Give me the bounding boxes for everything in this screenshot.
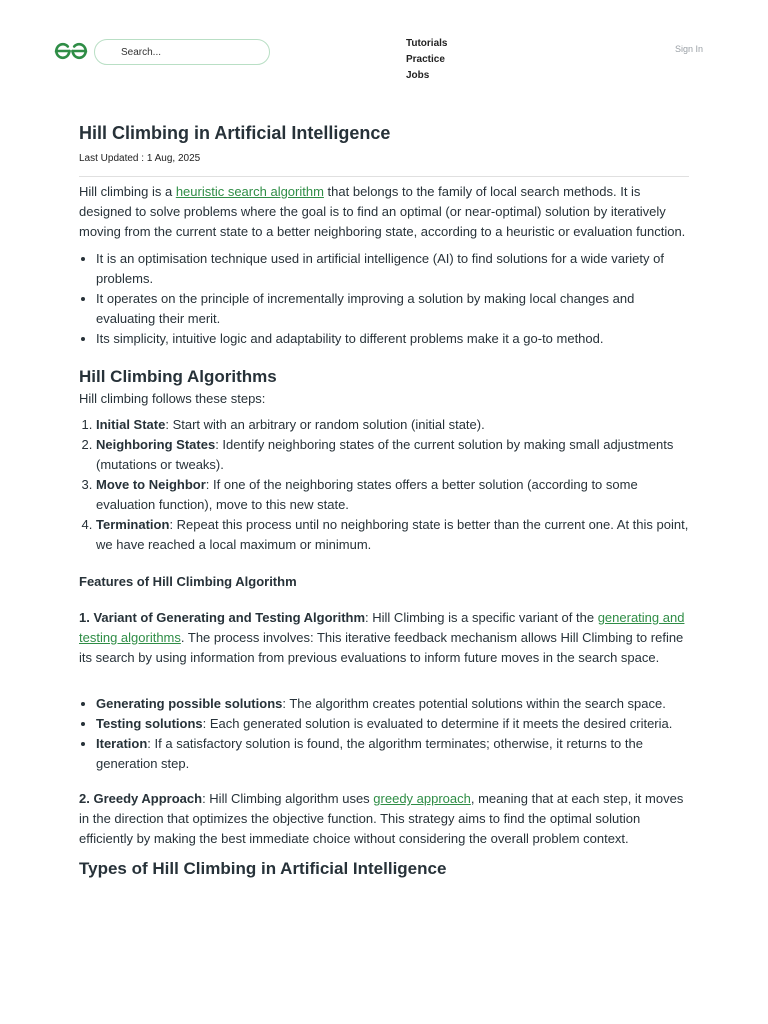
intro-text-a: Hill climbing is a: [79, 184, 176, 199]
feature-1-text-b: . The process involves: This iterative feedback mechanism allows Hill Climbing to refine its search by using information from previous evaluations to inform future moves in the search space.: [79, 630, 684, 665]
article: [79, 120, 689, 881]
feature-1-text-a: : Hill Climbing is a specific variant of the: [365, 610, 598, 625]
features-heading: Features of Hill Climbing Algorithm: [79, 574, 297, 589]
bullet-term: Iteration: [96, 736, 148, 751]
types-heading: Types of Hill Climbing in Artificial Intelligence: [79, 859, 447, 878]
nav-tutorials[interactable]: Tutorials: [406, 38, 448, 49]
list-item: [96, 694, 689, 714]
title-divider: [79, 176, 689, 177]
step-term: Move to Neighbor: [96, 477, 206, 492]
steps-list: [79, 415, 689, 555]
algorithms-heading: Hill Climbing Algorithms: [79, 367, 277, 386]
feature-2-paragraph: [79, 789, 689, 849]
main-nav: [406, 36, 447, 84]
list-item: • Its simplicity, intuitive logic and adaptability to different problems make it a go-to method.: [96, 329, 689, 349]
bullet-text: : If a satisfactory solution is found, the algorithm terminates; otherwise, it returns to the generation step.: [96, 736, 643, 771]
feature-bullets: [79, 694, 689, 774]
feature-2-text-b: , meaning that at each step, it moves in the direction that optimizes the objective function. This strategy aims to find the optimal solution efficiently by making the best immediate choice without considering the overall problem context.: [79, 791, 684, 846]
list-item: [96, 734, 689, 774]
site-header: [0, 0, 768, 100]
list-item: [96, 475, 689, 515]
intro-text-b: that belongs to the family of local search methods. It is designed to solve problems where the goal is to find an optimal (or near-optimal) solution by iteratively moving from the current state to a better neighboring state, according to a heuristic or evaluation function.: [79, 184, 686, 239]
list-item: [96, 714, 689, 734]
sign-in-link[interactable]: Sign In: [675, 44, 704, 54]
list-item: [96, 515, 689, 555]
step-term: Initial State: [96, 417, 166, 432]
step-text: : If one of the neighboring states offers a better solution (according to some evaluation function), move to this new state.: [96, 477, 638, 512]
gfg-logo-icon[interactable]: [53, 41, 89, 61]
intro-paragraph: [79, 182, 689, 242]
bullet-text: : Each generated solution is evaluated to determine if it meets the desired criteria.: [202, 716, 673, 731]
feature-2-text-a: : Hill Climbing algorithm uses: [202, 791, 374, 806]
greedy-approach-link[interactable]: greedy approach: [373, 791, 471, 806]
nav-jobs[interactable]: Jobs: [406, 70, 430, 81]
feature-1-term: 1. Variant of Generating and Testing Algorithm: [79, 610, 366, 625]
search-input[interactable]: [121, 45, 261, 59]
page-title: Hill Climbing in Artificial Intelligence: [79, 123, 391, 143]
step-text: : Start with an arbitrary or random solution (initial state).: [165, 417, 485, 432]
list-item: • It operates on the principle of incrementally improving a solution by making local changes and evaluating their merit.: [96, 289, 689, 329]
feature-1-paragraph: [79, 608, 689, 668]
bullet-term: Generating possible solutions: [96, 696, 283, 711]
step-term: Neighboring States: [96, 437, 216, 452]
step-text: : Repeat this process until no neighboring state is better than the current one. At this point, we have reached a local maximum or minimum.: [96, 517, 689, 552]
last-updated: Last Updated : 1 Aug, 2025: [79, 153, 201, 164]
step-text: : Identify neighboring states of the current solution by making small adjustments (mutations or tweaks).: [96, 437, 674, 472]
search-box[interactable]: [94, 39, 270, 65]
list-item: • It is an optimisation technique used in artificial intelligence (AI) to find solutions for a wide variety of problems.: [96, 249, 689, 289]
list-item: [96, 415, 689, 435]
generating-testing-link[interactable]: generating and testing algorithms: [79, 610, 685, 645]
heuristic-search-link[interactable]: heuristic search algorithm: [175, 184, 324, 199]
intro-bullets: [79, 249, 689, 349]
bullet-term: Testing solutions: [96, 716, 203, 731]
feature-2-term: 2. Greedy Approach: [79, 791, 203, 806]
algorithms-lead: Hill climbing follows these steps:: [79, 391, 266, 406]
bullet-text: : The algorithm creates potential solutions within the search space.: [282, 696, 666, 711]
list-item: [96, 435, 689, 475]
nav-practice[interactable]: Practice: [406, 54, 445, 65]
step-term: Termination: [96, 517, 170, 532]
